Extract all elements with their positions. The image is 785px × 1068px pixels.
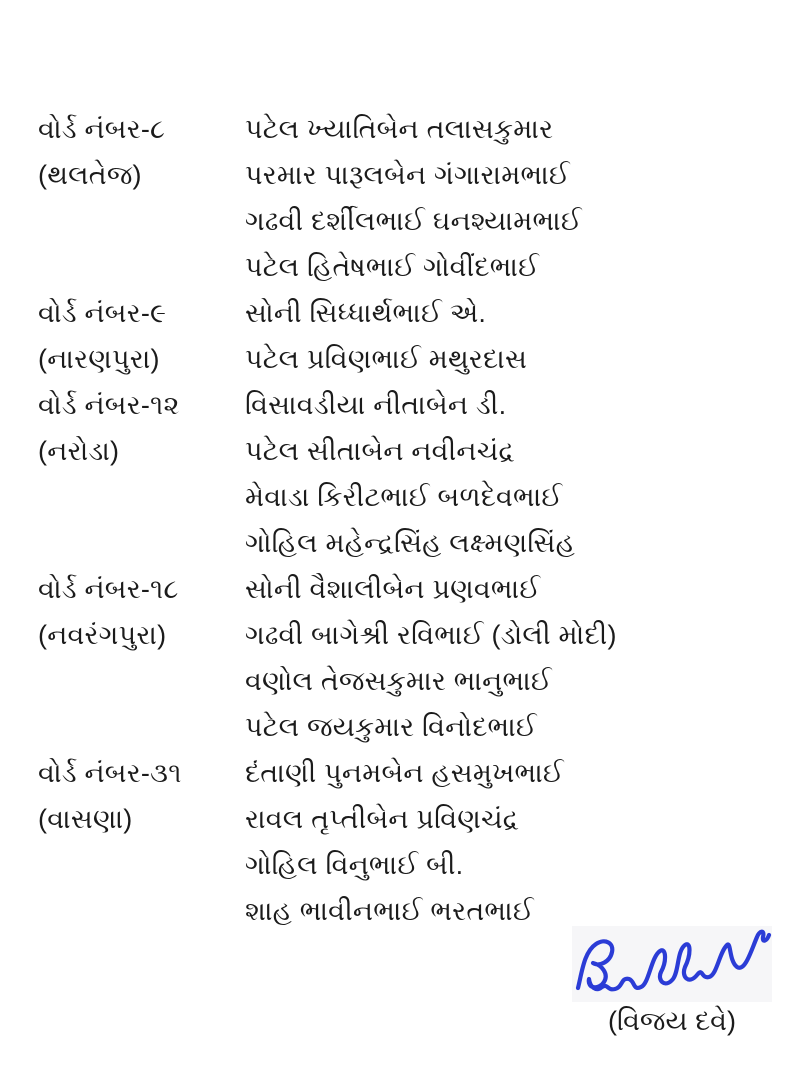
member-name: પટેલ સીતાબેન નવીનચંદ્ર [245, 436, 515, 466]
signer-name: (વિજય દવે) [608, 1006, 736, 1036]
member-name: શાહ ભાવીનભાઈ ભરતભાઈ [245, 896, 534, 926]
ward-number-label: વોર્ડ નંબર-૧૮ [38, 574, 179, 604]
member-name: પટેલ પ્રવિણભાઈ મથુરદાસ [245, 344, 528, 374]
member-name: પટેલ જયકુમાર વિનોદભાઈ [245, 712, 537, 742]
member-name: ગોહિલ મહેન્દ્રસિંહ લક્ષ્મણસિંહ [245, 528, 575, 558]
ward-block-9-members [245, 290, 785, 382]
signature-stroke [578, 932, 769, 990]
member-name: વિસાવડીયા નીતાબેન ડી. [245, 390, 507, 420]
signature-ink-icon [572, 926, 772, 1002]
ward-number-label: વોર્ડ નંબર-૧૨ [38, 390, 180, 420]
ward-member-list [38, 106, 785, 934]
ward-block-18-members [245, 566, 785, 750]
ward-block-12 [38, 382, 785, 566]
ward-block-9-labels [38, 290, 245, 382]
member-name: મેવાડા કિરીટભાઈ બળદેવભાઈ [245, 482, 563, 512]
ward-number-label: વોર્ડ નંબર-૮ [38, 114, 166, 144]
ward-block-31 [38, 750, 785, 934]
member-name: પટેલ હિતેષભાઈ ગોવીંદભાઈ [245, 252, 540, 282]
member-name: વણોલ તેજસકુમાર ભાનુભાઈ [245, 666, 552, 696]
ward-area-label: (થલતેજ) [38, 160, 142, 190]
member-name: પટેલ ખ્યાતિબેન તલાસકુમાર [245, 114, 554, 144]
member-name: ગઢવી દર્શીલભાઈ ઘનશ્યામભાઈ [245, 206, 582, 236]
ward-number-label: વોર્ડ નંબર-૯ [38, 298, 167, 328]
ward-area-label: (નવરંગપુરા) [38, 620, 167, 650]
ward-number-label: વોર્ડ નંબર-૩૧ [38, 758, 182, 788]
ward-block-12-labels [38, 382, 245, 474]
signature-image [572, 926, 772, 1002]
member-name: પરમાર પારૂલબેન ગંગારામભાઈ [245, 160, 570, 190]
ward-block-12-members [245, 382, 785, 566]
ward-block-9 [38, 290, 785, 382]
ward-area-label: (વાસણા) [38, 804, 133, 834]
member-name: રાવલ તૃપ્તીબેન પ્રવિણચંદ્ર [245, 804, 519, 834]
ward-area-label: (નારણપુરા) [38, 344, 160, 374]
member-name: સોની વૈશાલીબેન પ્રણવભાઈ [245, 574, 541, 604]
ward-block-18-labels [38, 566, 245, 658]
ward-block-31-labels [38, 750, 245, 842]
member-name: ગોહિલ વિનુભાઈ બી. [245, 850, 464, 880]
ward-block-8 [38, 106, 785, 290]
ward-block-8-members [245, 106, 785, 290]
member-name: સોની સિધ્ધાર્થભાઈ એ. [245, 298, 487, 328]
ward-block-18 [38, 566, 785, 750]
ward-block-31-members [245, 750, 785, 934]
ward-area-label: (નરોડા) [38, 436, 120, 466]
member-name: દંતાણી પુનમબેન હસમુખભાઈ [245, 758, 564, 788]
member-name: ગઢવી બાગેશ્રી રવિભાઈ (ડોલી મોદી) [245, 620, 617, 650]
ward-block-8-labels [38, 106, 245, 198]
